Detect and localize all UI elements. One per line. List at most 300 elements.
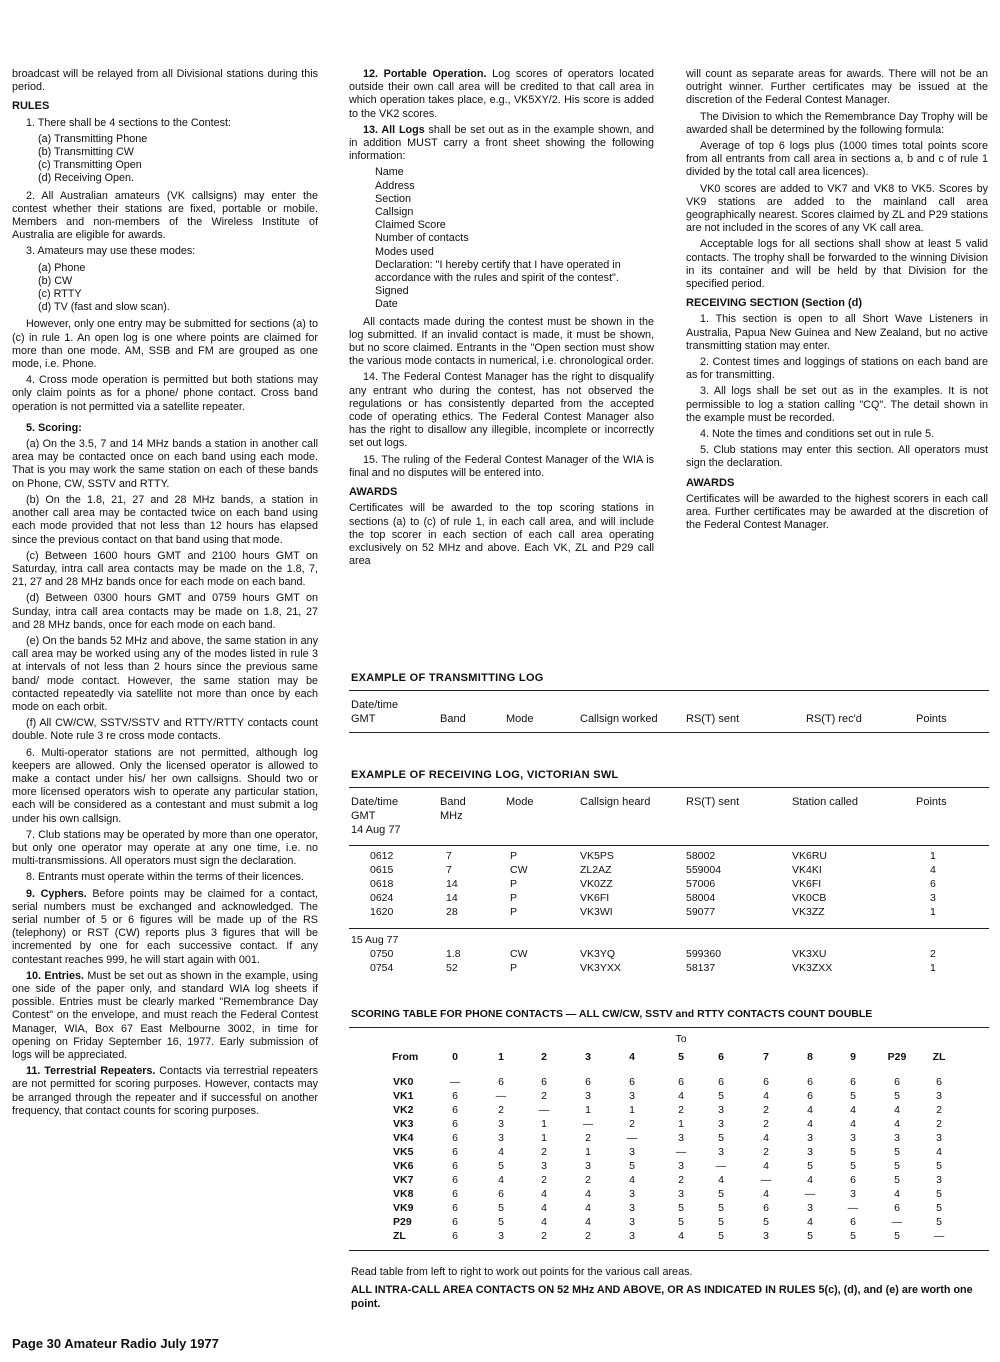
log-cell: 0612 (370, 850, 394, 862)
row-label: P29 (393, 1216, 412, 1228)
score-cell: — (538, 1104, 550, 1116)
log-cell: 7 (446, 850, 452, 862)
score-cell: 5 (894, 1090, 900, 1102)
rule-7: 7. Club stations may be operated by more than one operator, but only one operator may operate at any one time, i.e. no multi-transmissions. All operators must sign the declaration. (12, 828, 318, 868)
log-cell: P (510, 878, 518, 890)
column-header: 5 (678, 1051, 684, 1063)
score-cell: 6 (452, 1202, 458, 1214)
list-item: (a) Transmitting Phone (38, 132, 148, 145)
score-cell: 4 (541, 1216, 547, 1228)
score-cell: 5 (850, 1230, 856, 1242)
column-header: 1 (498, 1051, 504, 1063)
score-cell: 6 (452, 1160, 458, 1172)
rx-header-mode: Mode (506, 796, 534, 808)
score-cell: 1 (629, 1104, 635, 1116)
score-cell: 5 (629, 1160, 635, 1172)
score-cell: 6 (452, 1174, 458, 1186)
list-item: Date (375, 298, 398, 311)
score-cell: 4 (807, 1104, 813, 1116)
score-cell: — (933, 1230, 945, 1242)
score-cell: 4 (541, 1202, 547, 1214)
column-header: 4 (629, 1051, 635, 1063)
score-cell: 4 (763, 1132, 769, 1144)
score-cell: 3 (807, 1132, 813, 1144)
rule-9: 9. Cyphers. Before points may be claimed for a contact, serial numbers must be exchanged and acknowledged. The serial number of 5 or 6 figures will be made up of the RS (telephony) or RST (CW) reports plus 3 figures that will be incremented by one for each successive contact. If any contestant reaches 999, he will start again with 001. (12, 887, 318, 966)
page-footer: Page 30 Amateur Radio July 1977 (12, 1336, 219, 1351)
score-cell: 3 (936, 1174, 942, 1186)
score-cell: 3 (936, 1132, 942, 1144)
log-cell: 4 (930, 864, 936, 876)
receiving-rule-3: 3. All logs shall be set out as in the examples. It is not permissible to log a station calling "CQ". The detail shown in the example must be recorded. (686, 385, 988, 424)
receiving-log-title: EXAMPLE OF RECEIVING LOG, VICTORIAN SWL (351, 769, 619, 781)
log-cell: 59077 (686, 906, 716, 918)
score-cell: 4 (894, 1188, 900, 1200)
score-cell: 6 (452, 1230, 458, 1242)
score-cell: 5 (498, 1202, 504, 1214)
rule-5b: (b) On the 1.8, 21, 27 and 28 MHz bands, a station in another call area may be contacted twice on each band using each mode provided that not less than 12 hours has elapsed since the previous contact on that band using that mode. (12, 493, 318, 546)
list-item: Address (375, 179, 415, 192)
score-cell: — (626, 1132, 638, 1144)
score-cell: 4 (807, 1118, 813, 1130)
score-cell: 4 (763, 1090, 769, 1102)
list-item: Callsign (375, 206, 414, 219)
score-cell: 5 (936, 1188, 942, 1200)
score-cell: 3 (850, 1132, 856, 1144)
log-cell: 58004 (686, 892, 716, 904)
score-cell: 5 (894, 1146, 900, 1158)
score-cell: 6 (452, 1118, 458, 1130)
score-cell: 5 (850, 1090, 856, 1102)
score-cell: 4 (629, 1174, 635, 1186)
vk-scores-text: VK0 scores are added to VK7 and VK8 to VK5. Scores by VK9 stations are added to the mainland call area geographically nearest. Scores claimed by ZL and P29 stations are not included in the scores of any VK call area. (686, 182, 988, 235)
tx-header-mode: Mode (506, 713, 534, 725)
row-label: VK3 (393, 1118, 414, 1130)
score-cell: — (582, 1118, 594, 1130)
rule-8: 8. Entrants must operate within the terms of their licences. (26, 871, 304, 884)
score-cell: 3 (585, 1160, 591, 1172)
score-cell: 3 (850, 1188, 856, 1200)
list-item: (b) CW (38, 274, 73, 287)
score-cell: 5 (850, 1160, 856, 1172)
log-cell: 0750 (370, 948, 394, 960)
log-cell: 0624 (370, 892, 394, 904)
score-cell: 3 (718, 1104, 724, 1116)
score-cell: 2 (678, 1104, 684, 1116)
score-cell: 6 (894, 1202, 900, 1214)
rule-10: 10. Entries. Must be set out as shown in the example, using one side of the paper only, and standard WIA log sheets if possible. Entries must be clearly marked "Remembrance Day Contest" on the envelope, and must reach the Federal Contest Manager, WIA, Box 67 East Melbourne 3002, in time for opening on Friday September 16, 1977. Early submission of logs will be appreciated. (12, 969, 318, 1062)
trophy-text: The Division to which the Remembrance Day Trophy will be awarded shall be determined by the following formula: (686, 110, 988, 136)
rx-header-band: Band MHz (440, 796, 466, 822)
formula-text: Average of top 6 logs plus (1000 times total points score from all entrants from call area in sections a, b and c of rule 1 divided by the total call area licences). (686, 140, 988, 179)
score-cell: — (804, 1188, 816, 1200)
score-cell: 5 (718, 1188, 724, 1200)
column-header: 7 (763, 1051, 769, 1063)
score-cell: 5 (498, 1216, 504, 1228)
score-cell: 5 (936, 1202, 942, 1214)
score-cell: 6 (718, 1076, 724, 1088)
score-cell: 5 (718, 1216, 724, 1228)
score-cell: 4 (763, 1188, 769, 1200)
score-cell: 2 (936, 1118, 942, 1130)
score-cell: 3 (629, 1202, 635, 1214)
log-cell: 3 (930, 892, 936, 904)
score-cell: 2 (629, 1118, 635, 1130)
score-cell: 6 (585, 1076, 591, 1088)
score-cell: 3 (498, 1132, 504, 1144)
divider (349, 1027, 989, 1028)
log-cell: 2 (930, 948, 936, 960)
score-cell: 5 (807, 1160, 813, 1172)
rule-5a: (a) On the 3.5, 7 and 14 MHz bands a station in another call area may be contacted once on each band using each mode. That is you may work the same station on each of these bands on Phone, CW, SSTV and RTTY. (12, 438, 318, 490)
column-header: 0 (452, 1051, 458, 1063)
score-cell: 5 (718, 1132, 724, 1144)
score-cell: 3 (894, 1132, 900, 1144)
list-item: (c) Transmitting Open (38, 159, 142, 172)
column-header: 9 (850, 1051, 856, 1063)
rule-5d: (d) Between 0300 hours GMT and 0759 hours GMT on Sunday, intra call area contacts may be made on 1.8, 21, 27 and 28 MHz bands, once for each mode on each band. (12, 592, 318, 631)
log-cell: 1 (930, 850, 936, 862)
log-cell: 559004 (686, 864, 722, 876)
score-cell: 5 (850, 1146, 856, 1158)
score-cell: — (760, 1174, 772, 1186)
score-cell: 5 (678, 1216, 684, 1228)
score-cell: 6 (541, 1076, 547, 1088)
score-cell: 4 (850, 1118, 856, 1130)
log-cell: P (510, 850, 518, 862)
scoring-note-2: ALL INTRA-CALL AREA CONTACTS ON 52 MHz AND ABOVE, OR AS INDICATED IN RULES 5(c), (d), and (e) are worth one point. (351, 1284, 973, 1310)
rule-5f: (f) All CW/CW, SSTV/SSTV and RTTY/RTTY contacts count double. Note rule 3 re cross mode contacts. (12, 717, 318, 743)
rule-1-list (12, 133, 318, 186)
score-cell: 2 (936, 1104, 942, 1116)
score-cell: 6 (452, 1104, 458, 1116)
score-cell: 2 (763, 1118, 769, 1130)
score-cell: 6 (452, 1146, 458, 1158)
divider (349, 1250, 989, 1251)
log-cell: VK4KI (792, 864, 822, 876)
score-cell: 6 (763, 1076, 769, 1088)
score-cell: 5 (894, 1160, 900, 1172)
score-cell: 6 (498, 1076, 504, 1088)
rule-1: 1. There shall be 4 sections to the Contest: (26, 116, 232, 129)
score-cell: 1 (585, 1146, 591, 1158)
list-item: Name (375, 166, 404, 179)
score-cell: 5 (894, 1174, 900, 1186)
divider (349, 845, 989, 846)
score-cell: 3 (629, 1216, 635, 1228)
score-cell: 6 (452, 1216, 458, 1228)
score-cell: 3 (678, 1160, 684, 1172)
log-cell: 6 (930, 878, 936, 890)
scoring-table-title: SCORING TABLE FOR PHONE CONTACTS — ALL CW/CW, SSTV and RTTY CONTACTS COUNT DOUBLE (351, 1008, 873, 1020)
score-cell: 2 (541, 1090, 547, 1102)
receiving-rule-1: 1. This section is open to all Short Wave Listeners in Australia, Papua New Guinea and New Zealand, but no active transmitting station may enter. (686, 313, 988, 352)
log-cell: P (510, 962, 518, 974)
list-item: (d) TV (fast and slow scan). (38, 301, 170, 314)
row-label: VK8 (393, 1188, 414, 1200)
list-item: Claimed Score (375, 219, 446, 232)
receiving-awards-text: Certificates will be awarded to the highest scorers in each call area. Further certificates may be awarded at the discretion of the Federal Contest Manager. (686, 492, 988, 532)
log-cell: 7 (446, 864, 452, 876)
tx-header-band: Band (440, 713, 466, 725)
list-item: Declaration: "I hereby certify that I have operated in accordance with the rules and spirit of the contest". (375, 258, 621, 285)
row-label: VK0 (393, 1076, 414, 1088)
score-cell: 3 (807, 1146, 813, 1158)
rx-header-rst-sent: RS(T) sent (686, 796, 740, 808)
score-cell: 6 (452, 1090, 458, 1102)
divider (349, 690, 989, 691)
rule-4: 4. Cross mode operation is permitted but both stations may only claim points as for a phone/ phone contact. Cross band operation is not permitted via a satellite repeater. (12, 374, 318, 413)
log-cell: P (510, 906, 518, 918)
rule-12: 12. Portable Operation. Log scores of operators located outside their own call area will be credited to that call area in which operation takes place, e.g., VK5XY/2. His score is added to the VK2 scores. (349, 68, 654, 120)
row-label: ZL (393, 1230, 406, 1242)
tx-header-datetime: Date/time GMT (351, 699, 399, 725)
rule-5e: (e) On the bands 52 MHz and above, the same station in any call area may be worked using any of the modes listed in rule 3 at intervals of not less than 2 hours since the previous same band/ mode contact. However, the same station may be contacted repeatedly via satellite not more than once by each mode on each orbit. (12, 634, 318, 713)
log-cell: 1 (930, 906, 936, 918)
log-cell: 0615 (370, 864, 394, 876)
awards-continued: will count as separate areas for awards. There will not be an outright winner. Further certificates may be issued at the discretion of the Federal Contest Manager. (686, 68, 988, 107)
score-cell: 2 (541, 1146, 547, 1158)
column-header: 3 (585, 1051, 591, 1063)
tx-header-rst-recd: RS(T) rec'd (806, 713, 862, 725)
score-cell: 3 (498, 1230, 504, 1242)
log-cell: VK3XU (792, 948, 827, 960)
score-cell: 3 (629, 1188, 635, 1200)
log-cell: 58002 (686, 850, 716, 862)
rx-header-callsign: Callsign heard (580, 796, 651, 808)
column-2 (349, 68, 654, 571)
score-cell: — (847, 1202, 859, 1214)
rx-header-points: Points (916, 796, 947, 808)
score-cell: 3 (763, 1230, 769, 1242)
rule-5c: (c) Between 1600 hours GMT and 2100 hours GMT on Saturday, intra call area contacts may be made on the 1.8, 7, 21, 27 and 28 MHz bands once for each mode on each band. (12, 549, 318, 589)
divider (349, 787, 989, 788)
score-cell: 5 (718, 1230, 724, 1242)
rule-14: 14. The Federal Contest Manager has the right to disqualify any entrant who during the contest, has not observed the regulations or has consistently departed from the accepted code of operating ethics. The Federal Contest Manager also has the right to disallow any illegible, incomplete or incorrectly set out logs. (349, 371, 654, 450)
receiving-section-heading: RECEIVING SECTION (Section (d) (686, 297, 863, 310)
score-cell: 3 (585, 1090, 591, 1102)
score-cell: 5 (807, 1230, 813, 1242)
log-cell: 14 (446, 878, 458, 890)
rx-header-station-called: Station called (792, 796, 859, 808)
tx-header-points: Points (916, 713, 947, 725)
column-header: P29 (887, 1051, 907, 1063)
log-cell: VK3ZZ (792, 906, 825, 918)
log-cell: 1 (930, 962, 936, 974)
score-cell: — (891, 1216, 903, 1228)
score-cell: 3 (718, 1146, 724, 1158)
list-item: Section (375, 192, 412, 205)
receiving-awards-heading: AWARDS (686, 476, 735, 489)
receiving-rule-5: 5. Club stations may enter this section. All operators must sign the declaration. (686, 444, 988, 470)
score-cell: 6 (498, 1188, 504, 1200)
rule-13: 13. All Logs shall be set out as in the example shown, and in addition MUST carry a front sheet showing the following information: (349, 123, 654, 163)
score-cell: 3 (718, 1118, 724, 1130)
receiving-rule-4: 4. Note the times and conditions set out in rule 5. (700, 428, 935, 441)
rx-group-2-date: 15 Aug 77 (351, 934, 399, 946)
score-cell: — (449, 1076, 461, 1088)
row-label: VK2 (393, 1104, 414, 1116)
score-cell: 6 (452, 1188, 458, 1200)
score-cell: 4 (585, 1216, 591, 1228)
score-cell: 4 (585, 1188, 591, 1200)
log-cell: 52 (446, 962, 458, 974)
score-cell: 5 (718, 1202, 724, 1214)
score-cell: 6 (936, 1076, 942, 1088)
column-3 (686, 68, 988, 536)
column-header: ZL (932, 1051, 946, 1063)
rule-13-list (349, 166, 654, 311)
log-cell: 0618 (370, 878, 394, 890)
score-cell: 4 (498, 1174, 504, 1186)
log-cell: VK5PS (580, 850, 614, 862)
log-cell: 58137 (686, 962, 716, 974)
awards-text: Certificates will be awarded to the top scoring stations in sections (a) to (c) of rule 1, in each call area, and will include the top scorer in each section of each call area operating exclusively on 52 MHz and above. Each VK, ZL and P29 call area (349, 502, 654, 568)
tx-header-callsign: Callsign worked (580, 713, 658, 725)
score-cell: 6 (763, 1202, 769, 1214)
score-cell: 4 (894, 1104, 900, 1116)
rule-3-list (12, 262, 318, 315)
score-cell: 4 (678, 1090, 684, 1102)
rule-2: 2. All Australian amateurs (VK callsigns) may enter the contest whether their stations are fixed, portable or mobile. Members and non-members of the Wireless Institute of Australia are eligible for awards. (12, 189, 318, 242)
score-cell: 4 (678, 1230, 684, 1242)
log-cell: 1620 (370, 906, 394, 918)
score-cell: 4 (718, 1174, 724, 1186)
row-label: VK9 (393, 1202, 414, 1214)
column-1 (12, 68, 318, 1121)
column-header: 2 (541, 1051, 547, 1063)
score-cell: 5 (763, 1216, 769, 1228)
score-cell: 3 (936, 1090, 942, 1102)
row-label: VK4 (393, 1132, 414, 1144)
score-cell: 2 (585, 1230, 591, 1242)
score-cell: 4 (936, 1146, 942, 1158)
list-item: (d) Receiving Open. (38, 172, 135, 185)
score-cell: 4 (541, 1188, 547, 1200)
rule-5-title: 5. Scoring: (26, 421, 82, 434)
scoring-note-1: Read table from left to right to work out points for the various call areas. (351, 1266, 693, 1278)
log-cell: VK0CB (792, 892, 827, 904)
list-item: (c) RTTY (38, 288, 82, 301)
log-cell: VK6RU (792, 850, 828, 862)
from-label: From (392, 1051, 419, 1063)
acceptable-logs-text: Acceptable logs for all sections shall show at least 5 valid contacts. The trophy shall be forwarded to the winning Division in its container and will be held by that Division for the specified period. (686, 238, 988, 291)
score-cell: 6 (850, 1076, 856, 1088)
rule-13-continued: All contacts made during the contest must be shown in the log submitted. If an invalid contact is made, it must be shown, but no score claimed. Entrants in the "Open section must show the various mode contacts in numerical, i.e. chronological order. (349, 315, 654, 368)
rule-11: 11. Terrestrial Repeaters. Contacts via terrestrial repeaters are not permitted for scoring purposes. However, contacts may be arranged through the repeater and if successful on another frequency, that contact counts for scoring purposes. (12, 1065, 318, 1117)
log-cell: P (510, 892, 518, 904)
score-cell: 4 (894, 1118, 900, 1130)
log-cell: CW (510, 948, 528, 960)
score-cell: 4 (850, 1104, 856, 1116)
log-cell: VK0ZZ (580, 878, 613, 890)
awards-heading: AWARDS (349, 486, 398, 499)
score-cell: 3 (629, 1090, 635, 1102)
score-cell: 6 (678, 1076, 684, 1088)
score-cell: 2 (678, 1174, 684, 1186)
transmitting-log-title: EXAMPLE OF TRANSMITTING LOG (351, 672, 544, 684)
score-cell: 2 (763, 1146, 769, 1158)
score-cell: 1 (678, 1118, 684, 1130)
column-header: 8 (807, 1051, 813, 1063)
score-cell: 3 (629, 1146, 635, 1158)
row-label: VK5 (393, 1146, 414, 1158)
score-cell: 3 (498, 1118, 504, 1130)
score-cell: 5 (894, 1230, 900, 1242)
intro-text: broadcast will be relayed from all Divisional stations during this period. (12, 68, 318, 94)
score-cell: 6 (452, 1132, 458, 1144)
row-label: VK6 (393, 1160, 414, 1172)
score-cell: 6 (850, 1174, 856, 1186)
list-item: (a) Phone (38, 261, 86, 274)
log-cell: 0754 (370, 962, 394, 974)
score-cell: 5 (498, 1160, 504, 1172)
log-cell: 599360 (686, 948, 722, 960)
rx-header-datetime: Date/time GMT 14 Aug 77 (351, 796, 401, 836)
score-cell: 2 (541, 1174, 547, 1186)
score-cell: — (495, 1090, 507, 1102)
log-cell: 28 (446, 906, 458, 918)
score-cell: 6 (807, 1076, 813, 1088)
log-cell: VK3WI (580, 906, 613, 918)
score-cell: 4 (807, 1174, 813, 1186)
log-cell: 14 (446, 892, 458, 904)
score-cell: — (675, 1146, 687, 1158)
score-cell: 4 (585, 1202, 591, 1214)
column-header: 6 (718, 1051, 724, 1063)
receiving-rule-2: 2. Contest times and loggings of stations on each band are as for transmitting. (686, 356, 988, 382)
score-cell: 2 (763, 1104, 769, 1116)
score-cell: 5 (718, 1090, 724, 1102)
score-cell: 1 (585, 1104, 591, 1116)
log-cell: VK3YQ (580, 948, 616, 960)
score-cell: 1 (541, 1118, 547, 1130)
score-cell: 6 (850, 1216, 856, 1228)
rule-3: 3. Amateurs may use these modes: (26, 245, 196, 258)
row-label: VK1 (393, 1090, 414, 1102)
log-cell: VK3ZXX (792, 962, 833, 974)
score-cell: 2 (541, 1230, 547, 1242)
tx-header-rst-sent: RS(T) sent (686, 713, 740, 725)
score-cell: 5 (678, 1202, 684, 1214)
log-cell: 57006 (686, 878, 716, 890)
list-item: (b) Transmitting CW (38, 146, 134, 159)
score-cell: 6 (629, 1076, 635, 1088)
score-cell: 2 (498, 1104, 504, 1116)
list-item: Modes used (375, 245, 434, 258)
score-cell: 4 (763, 1160, 769, 1172)
rule-15: 15. The ruling of the Federal Contest Manager of the WIA is final and no disputes will be entered into. (349, 453, 654, 479)
log-cell: CW (510, 864, 528, 876)
score-cell: 6 (894, 1076, 900, 1088)
log-cell: 1.8 (446, 948, 461, 960)
score-cell: 4 (807, 1216, 813, 1228)
score-cell: 2 (585, 1174, 591, 1186)
log-cell: ZL2AZ (580, 864, 612, 876)
score-cell: 3 (629, 1230, 635, 1242)
list-item: Number of contacts (375, 232, 469, 245)
log-cell: VK6FI (792, 878, 822, 890)
score-cell: 3 (678, 1188, 684, 1200)
log-cell: VK6FI (580, 892, 610, 904)
score-cell: 3 (807, 1202, 813, 1214)
row-label: VK7 (393, 1174, 414, 1186)
rule-6: 6. Multi-operator stations are not permitted, although log keepers are allowed. Only the licensed operator is allowed to make a contact under his/ her own callsigns. Should two or more licensed operators wish to operate any particular station, each will be considered as a contestant and must submit a log under his own callsign. (12, 746, 318, 825)
score-cell: 2 (585, 1132, 591, 1144)
divider (349, 732, 989, 733)
rule-3-continued: However, only one entry may be submitted for sections (a) to (c) in rule 1. An open log is one where points are claimed for more than one mode. AM, SSB and FM are grouped as one mode, i.e. Phone. (12, 318, 318, 371)
score-cell: 5 (936, 1216, 942, 1228)
score-cell: 3 (678, 1132, 684, 1144)
